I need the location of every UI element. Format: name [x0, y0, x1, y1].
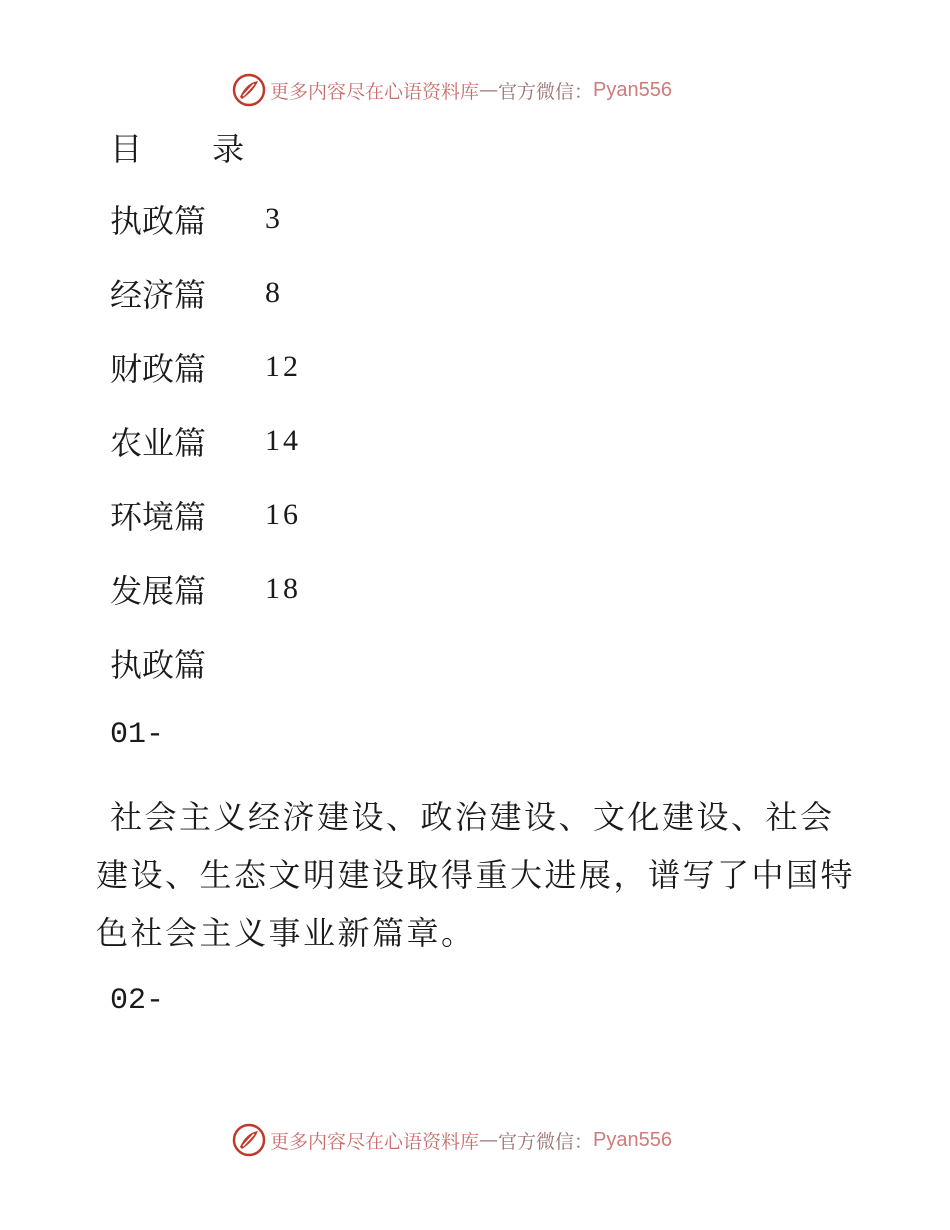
toc-entry-page: 3: [265, 202, 283, 235]
watermark-wechat-label: 官方微信：: [498, 80, 594, 103]
watermark-banner-bottom: [232, 1120, 672, 1160]
toc-entry[interactable]: [110, 493, 301, 537]
watermark-banner-top: [232, 70, 672, 110]
watermark-slogan: 更多内容尽在心语资料库: [270, 1130, 480, 1153]
toc-entry-title: 农业篇: [110, 424, 207, 462]
section-title: 执政篇: [110, 646, 207, 684]
toc-entry-page: 14: [265, 424, 301, 457]
toc-entry-title: 财政篇: [110, 350, 207, 388]
pen-logo-icon: [232, 1123, 266, 1157]
toc-entry-page: 12: [265, 350, 301, 383]
watermark-wechat-label: 官方微信：: [498, 1130, 594, 1153]
toc-heading: 目 录: [110, 130, 275, 168]
toc-entry-title: 发展篇: [110, 572, 207, 610]
toc-entry-title: 环境篇: [110, 498, 207, 536]
watermark-slogan: 更多内容尽在心语资料库: [270, 80, 480, 103]
toc-entry[interactable]: [110, 197, 283, 241]
toc-entry-page: 18: [265, 572, 301, 605]
toc-entry[interactable]: [110, 419, 301, 463]
pen-logo-icon: [232, 73, 266, 107]
item-number: 02-: [110, 984, 165, 1018]
toc-entry[interactable]: [110, 345, 301, 389]
toc-entry[interactable]: [110, 567, 301, 611]
toc-entry-page: 8: [265, 276, 283, 309]
toc-entry-title: 经济篇: [110, 276, 207, 314]
watermark-wechat-id: Pyan556: [593, 1128, 672, 1151]
item-paragraph: 社会主义经济建设、政治建设、文化建设、社会建设、生态文明建设取得重大进展，谱写了中国特色社会主义事业新篇章。: [96, 798, 856, 952]
watermark-wechat-id: Pyan556: [593, 78, 672, 101]
toc-entry[interactable]: [110, 271, 283, 315]
item-number: 01-: [110, 718, 165, 752]
watermark-dash: —: [479, 1129, 499, 1151]
toc-entry-title: 执政篇: [110, 202, 207, 240]
watermark-dash: —: [479, 79, 499, 101]
toc-entry-page: 16: [265, 498, 301, 531]
